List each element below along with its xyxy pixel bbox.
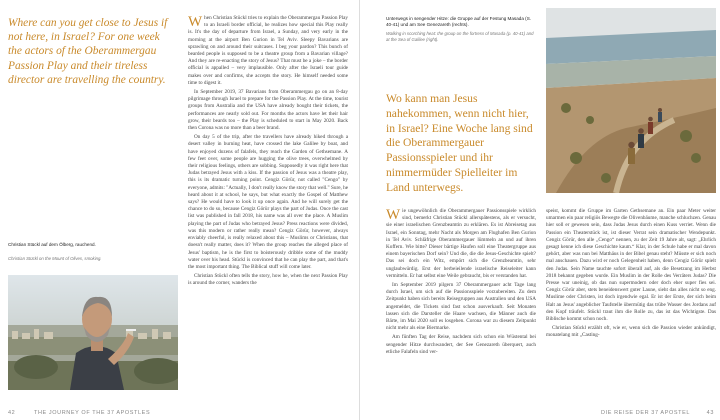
photo-caption-english: Christian Stückl on the Mount of Olives, smoking. — [8, 256, 102, 261]
dropcap-w: W — [188, 15, 203, 30]
photo-caption-german: Christian Stückl auf dem Ölberg, rauchend. — [8, 242, 96, 247]
de-paragraph-1: ie ungewöhnlich die Oberammergauer Passionsspiele wirklich sind, bemerkt Christian Stückl allerspätestens, als er versucht, sie einer israelischen Grenzbeamtin zu erklären. Es ist Abreisetag aus Israel, ein Sonntag, mehr Nacht als Morgen am Flughafen Ben Gurion in Tel Aviv. Schläfrige Oberammergauer lümmeln an und auf ihren Koffern. Wie bitte? Dieser bärtige Haufen soll eine Theatergruppe aus einem bayerischen Dorf sein? Und die, die die Jesus-Geschichte spielt? Das sei doch ein Witz, empört sich die Grenzbeamtin, sehr unglaubwürdig. Erst der herbeieilende israelische Reiseleiter kann vermitteln. Er hat selbst eine Weile gebraucht, bis er verstanden hat. — [386, 208, 536, 279]
photo-caption-english: Walking in scorching heat: the group on the fortress of Masada (p. 40-41) and at the Sea of Galilee (right). — [386, 31, 534, 42]
de-paragraph-2: Im September 2019 pilgern 37 Oberammergauer acht Tage lang durch Israel, um sich auf die Passionsspiele vorzubereiten. Zu dem Zeitpunkt haben sich bereits Reisegruppen aus Australien und den USA angemeldet, die Tickets sind fast schon ausverkauft. Seit Monaten lassen sich die Darsteller die Haare wachsen, die Männer auch die Bärte, im Mai 2020 soll es losgehen. Corona war zu diesem Zeitpunkt nicht mehr als eine Biermarke. — [386, 282, 536, 332]
body-paragraph-1: hen Christian Stückl tries to explain the Oberammergau Passion Play to an Israeli border official, he realizes how special this Play really is. It's the day of departure from Israel, a Sunday, and very early in the morning at the airport Ben Gurion in Tel Aviv. Sleepy Bavarians are sprawling on and around their suitcases. I beg your pardon? This bunch of bearded people is supposed to be a theatre group from a Bavarian village? And they are re-enacting the story of Jesus? That must be a joke – the border official is appalled – very implausible. Only after the Israeli tour guide makes over and confirms, she accepts the story. He himself needed some time to digest it. — [188, 15, 348, 86]
photo-stueckl-smoking — [8, 275, 178, 390]
body-paragraph-2: In September 2019, 37 Bavarians from Oberammergau go on an 8-day pilgrimage through Israel to prepare for the Passion Play. At the time, tourist groups from Australia and the USA have already bought their tickets, the performances are nearly sold out. For months the actors have let their hair grow, their beards too – the Play is scheduled to start in May 2020. Back then Corona was no more than a beer brand. — [188, 89, 348, 132]
article-body-english — [188, 15, 348, 407]
de-paragraph-5: Christian Stückl erzählt oft, wie er, wenn sich die Passion wieder ankündigt, monatelang mit „Casting- — [546, 325, 716, 339]
photo-caption-german: Unterwegs in sengender Hitze: die Gruppe auf der Festung Masada (S. 40-41) und am See Genezareth (rechts). — [386, 16, 532, 27]
intro-quote-en: Where can you get close to Jesus if not here, in Israel? For one week the actors of the Oberammergau Passion Play and their tireless director are travelling the country. — [8, 17, 168, 86]
de-paragraph-4: speist, kommt die Gruppe im Garten Gethsemane an. Ein paar Meter weiter umarmen ein paar religiös Bewegte die Olivenbäume, manche schluchzen. Genau hier soll er gewesen sein, dass Judas Jesus durch einen Kuss verriet. Wenn die Passion ein Theaterstück ist, ist dieser Verrat sein dramatischer Wendepunkt. Cengiz Görür, den alle „Cengo“ nennen, zu der Zeit 19 Jahre alt, sagt: „Ehrlich gesagt kenne ich diese Geschichte kaum.“ Klar, in der Schule habe er mal davon gehört, aber was nun bei Matthäus in der Bibel genau steht? Müsste er sich noch mal anschauen. Dazu wird er noch Gelegenheit haben, denn Cengiz Görür spielt den Judas. Sein Name tauchte sofort überall auf, als die Besetzung im Herbst 2018 bekannt gegeben wurde. Ein Muslim in der Rolle des Verräters Judas? Die Presse war uneinig, ob das nun supermodern oder doch eher super fies sei. Cengiz Görür aber, stets beneidenswert guter Laune, sieht das alles nicht so eng. Muslime oder Christen, ist doch irgendwie egal. Er ist der Erste, der sich beim Halt an Jesus' angeblicher Taufstelle übermütig das trübe Wasser des Jordans auf den Kopf träufelt. Stückl traut ihm die Rolle zu, das ist das Wichtigste. Das Biblische kommt schon noch. — [546, 208, 716, 323]
de-paragraph-3: Am fünften Tag der Reise, nachdem sich schon ein Wüstental bei sengender Hitze durchwandert, der See Genezareth überquert, auch etliche Falafeln sind ver- — [386, 334, 536, 355]
running-title-right: DIE REISE DER 37 APOSTEL — [601, 410, 690, 416]
running-title-left: THE JOURNEY OF THE 37 APOSTLES — [34, 410, 151, 416]
page-number-right: 43 — [706, 410, 714, 416]
body-paragraph-4: Christian Stückl often tells the story, how he, when the next Passion Play is around the corner, wanders the — [188, 273, 348, 287]
dropcap-w-de: W — [386, 208, 401, 223]
body-paragraph-3: On day 5 of the trip, after the travellers have already hiked through a desert valley in burning heat, have crossed the lake Galilee by boat, and have enjoyed dozens of falafels, they reach the Garden of Gethsemane. A few feet over, some people are hugging the olive trees, overwhelmed by their religious feelings, others are sobbing. Supposedly it was right here that Judas betrayed Jesus with a kiss. If the passion of Jesus was a theatre play, this is its dramatic turning point. Cengiz Görür, not called "Cengo" by everyone, admits: "Actually, I don't really know the story that well." Sure, he heard about it at school, he says, but what exactly the Gospel of Matthew says? He would have to look it up once again. And he will surely get the chance to do so, because Cengiz Görür plays the part of Judas. Once the cast list was published in fall 2018, his name was all over the place. A Muslim playing the part of Judas who betrayed Jesus? Press reactions were divided, was this modern or rather really mean? Cengiz Görür, however, always enviably cheerful, is really relaxed about this – Muslims or Christians, that doesn't really matter, does it? When the group reaches the alleged place of Jesus' baptism, he is the first to boisterously dribble some of the muddy water over his head. Stückl is convinced that he can play the part, and that's the most important thing. The Biblical stuff will come later. — [188, 134, 348, 270]
photo-group-hiking-galilee — [546, 8, 716, 193]
right-page — [360, 0, 720, 420]
article-body-german-col1 — [386, 208, 536, 398]
article-body-german-col2 — [546, 208, 716, 398]
page-number-left: 42 — [8, 410, 16, 416]
intro-quote-de: Wo kann man Jesus nahekommen, wenn nicht hier, in Israel? Eine Woche lang sind die Oberammergauer Passionsspieler und ihr nimmermüder Spielleiter im Land unterwegs. — [386, 92, 533, 194]
